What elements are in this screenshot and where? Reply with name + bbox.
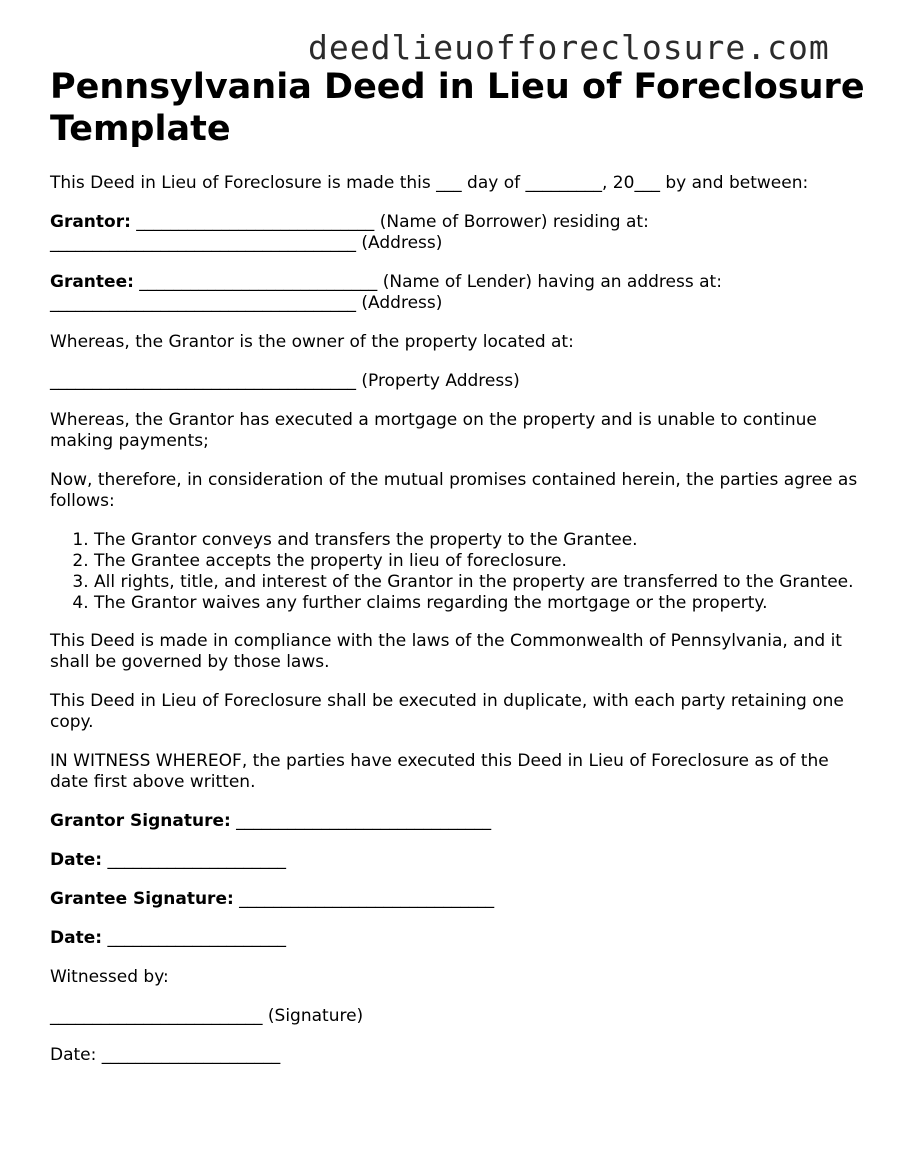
list-item: 2. The Grantee accepts the property in lieu of foreclosure.	[94, 551, 865, 572]
duplicate-paragraph: This Deed in Lieu of Foreclosure shall be executed in duplicate, with each party retaining one copy.	[50, 691, 844, 732]
grantor-date-blank: _____________________	[102, 850, 286, 870]
compliance-paragraph: This Deed is made in compliance with the laws of the Commonwealth of Pennsylvania, and it shall be governed by those laws.	[50, 631, 842, 672]
grantor-date-label: Date:	[50, 850, 103, 870]
witness-date-line: Date: _____________________	[50, 1045, 281, 1065]
witness-clause-paragraph: IN WITNESS WHEREOF, the parties have executed this Deed in Lieu of Foreclosure as of the date first above written.	[50, 751, 829, 792]
grantor-signature-line	[50, 811, 865, 832]
grantor-name-line: ____________________________ (Name of Borrower) residing at:	[130, 212, 649, 232]
list-item: 4. The Grantor waives any further claims regarding the mortgage or the property.	[94, 593, 865, 614]
grantor-date-line	[50, 850, 865, 871]
grantee-address-line: ____________________________________ (Address)	[50, 293, 443, 313]
witnessed-by-label: Witnessed by:	[50, 967, 169, 987]
document-title: Pennsylvania Deed in Lieu of Foreclosure Template	[50, 67, 865, 149]
grantee-label: Grantee:	[50, 272, 134, 292]
grantee-name-line: ____________________________ (Name of Lender) having an address at:	[133, 272, 722, 292]
grantor-label: Grantor:	[50, 212, 131, 232]
grantee-signature-label: Grantee Signature:	[50, 889, 234, 909]
whereas-owner-paragraph: Whereas, the Grantor is the owner of the property located at:	[50, 332, 574, 352]
grantee-signature-blank: ______________________________	[233, 889, 495, 909]
grantor-signature-label: Grantor Signature:	[50, 811, 231, 831]
grantor-address-line: ____________________________________ (Address)	[50, 233, 443, 253]
terms-list	[50, 530, 865, 614]
list-item: 1. The Grantor conveys and transfers the property to the Grantee.	[94, 530, 865, 551]
list-item: 3. All rights, title, and interest of the Grantor in the property are transferred to the Grantee.	[94, 572, 865, 593]
grantee-date-label: Date:	[50, 928, 103, 948]
grantor-signature-blank: ______________________________	[230, 811, 492, 831]
witness-signature-line: _________________________ (Signature)	[50, 1006, 364, 1026]
now-therefore-paragraph: Now, therefore, in consideration of the mutual promises contained herein, the parties agree as follows:	[50, 470, 858, 511]
grantee-signature-line	[50, 889, 865, 910]
property-address-line: ____________________________________ (Property Address)	[50, 371, 520, 391]
grantee-date-line	[50, 928, 865, 949]
grantee-block	[50, 272, 865, 314]
document-body	[50, 173, 865, 1084]
grantor-block	[50, 212, 865, 254]
intro-paragraph: This Deed in Lieu of Foreclosure is made this ___ day of _________, 20___ by and between:	[50, 173, 809, 193]
whereas-mortgage-paragraph: Whereas, the Grantor has executed a mortgage on the property and is unable to continue making payments;	[50, 410, 817, 451]
grantee-date-blank: _____________________	[102, 928, 286, 948]
site-watermark: deedlieuofforeclosure.com	[308, 28, 830, 67]
